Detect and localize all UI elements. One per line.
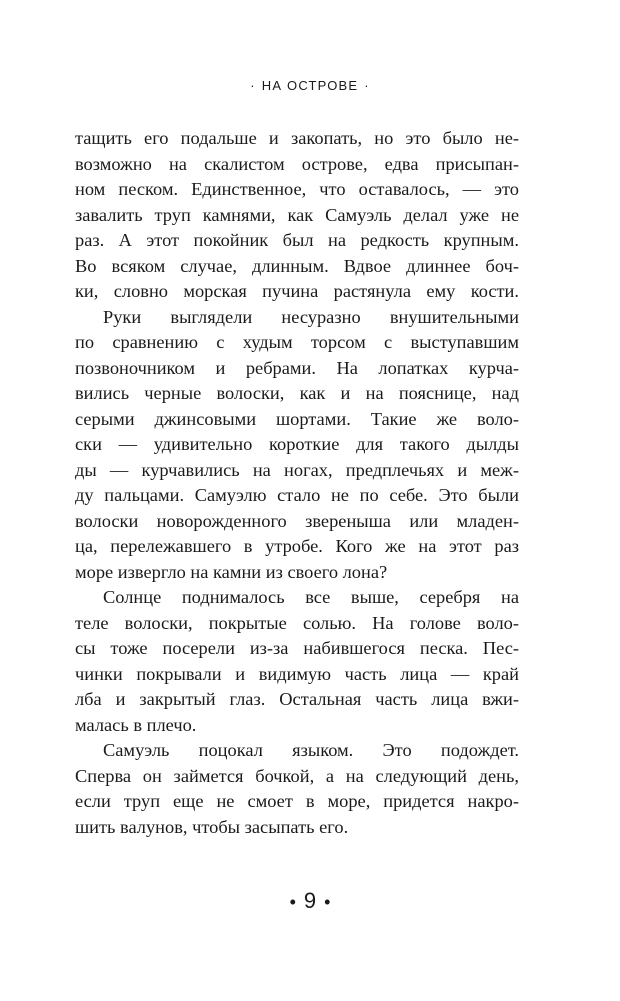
text-line: Солнце поднималось все выше, серебря на [103,587,519,607]
text-line: ды — курчавились на ногах, предплечьях и меж- [75,459,519,480]
text-line: Сперва он займется бочкой, а на следующий день, [75,765,519,786]
text-line: чинки покрывали и видимую часть лица — край [75,663,519,684]
text-line: Руки выглядели несуразно внушительными [103,306,519,327]
text-line: раз. А этот покойник был на редкость крупным. [75,230,519,250]
running-head-ornament-right: · [364,78,370,93]
folio-ornament-right: • [324,892,331,912]
text-line: волоски новорожденного звереныша или младен- [75,510,519,531]
text-line: лба и закрытый глаз. Остальная часть лица вжи- [75,689,519,709]
page-number [0,888,620,914]
paragraph-3 [75,585,519,738]
text-line: позвоночником и ребрами. На лопатках курча- [75,357,519,378]
text-line: малась в плечо. [75,714,197,735]
text-line: если труп еще не смоет в море, придется накро- [75,791,519,811]
text-line: ца, перележавшего в утробе. Кого же на этот раз [75,536,519,556]
text-line: серыми джинсовыми шортами. Такие же воло- [75,408,519,429]
text-line: сы тоже посерели из-за набившегося песка. Пес- [75,638,519,658]
running-head [0,78,620,93]
running-head-title: НА ОСТРОВЕ [261,78,359,93]
text-line: ски — удивительно короткие для такого дылды [75,434,519,454]
paragraph-4 [75,738,519,840]
running-head-ornament-left: · [250,78,256,93]
folio-ornament-left: • [289,892,296,912]
text-line: по сравнению с худым торсом с выступавшим [75,332,519,352]
text-line: ки, словно морская пучина растянула ему кости. [75,281,519,301]
text-line: завалить труп камнями, как Самуэль делал уже не [75,204,519,225]
body-text [75,126,519,840]
text-line: шить валунов, чтобы засыпать его. [75,816,349,837]
page-number-value: 9 [303,888,317,913]
text-line: вились черные волоски, как и на пояснице, над [75,383,519,403]
text-line: Самуэль поцокал языком. Это подождет. [103,740,519,760]
text-line: теле волоски, покрытые солью. На голове воло- [75,612,519,633]
text-line: тащить его подальше и закопать, но это было не- [75,128,519,148]
text-line: Во всяком случае, длинным. Вдвое длиннее боч- [75,255,519,276]
text-line: ду пальцами. Самуэлю стало не по себе. Это были [75,485,519,505]
paragraph-1 [75,126,519,305]
text-line: ном песком. Единственное, что оставалось, — это [75,179,519,199]
text-line: возможно на скалистом острове, едва присыпан- [75,153,519,174]
text-line: море извергло на камни из своего лона? [75,561,388,582]
paragraph-2 [75,305,519,586]
